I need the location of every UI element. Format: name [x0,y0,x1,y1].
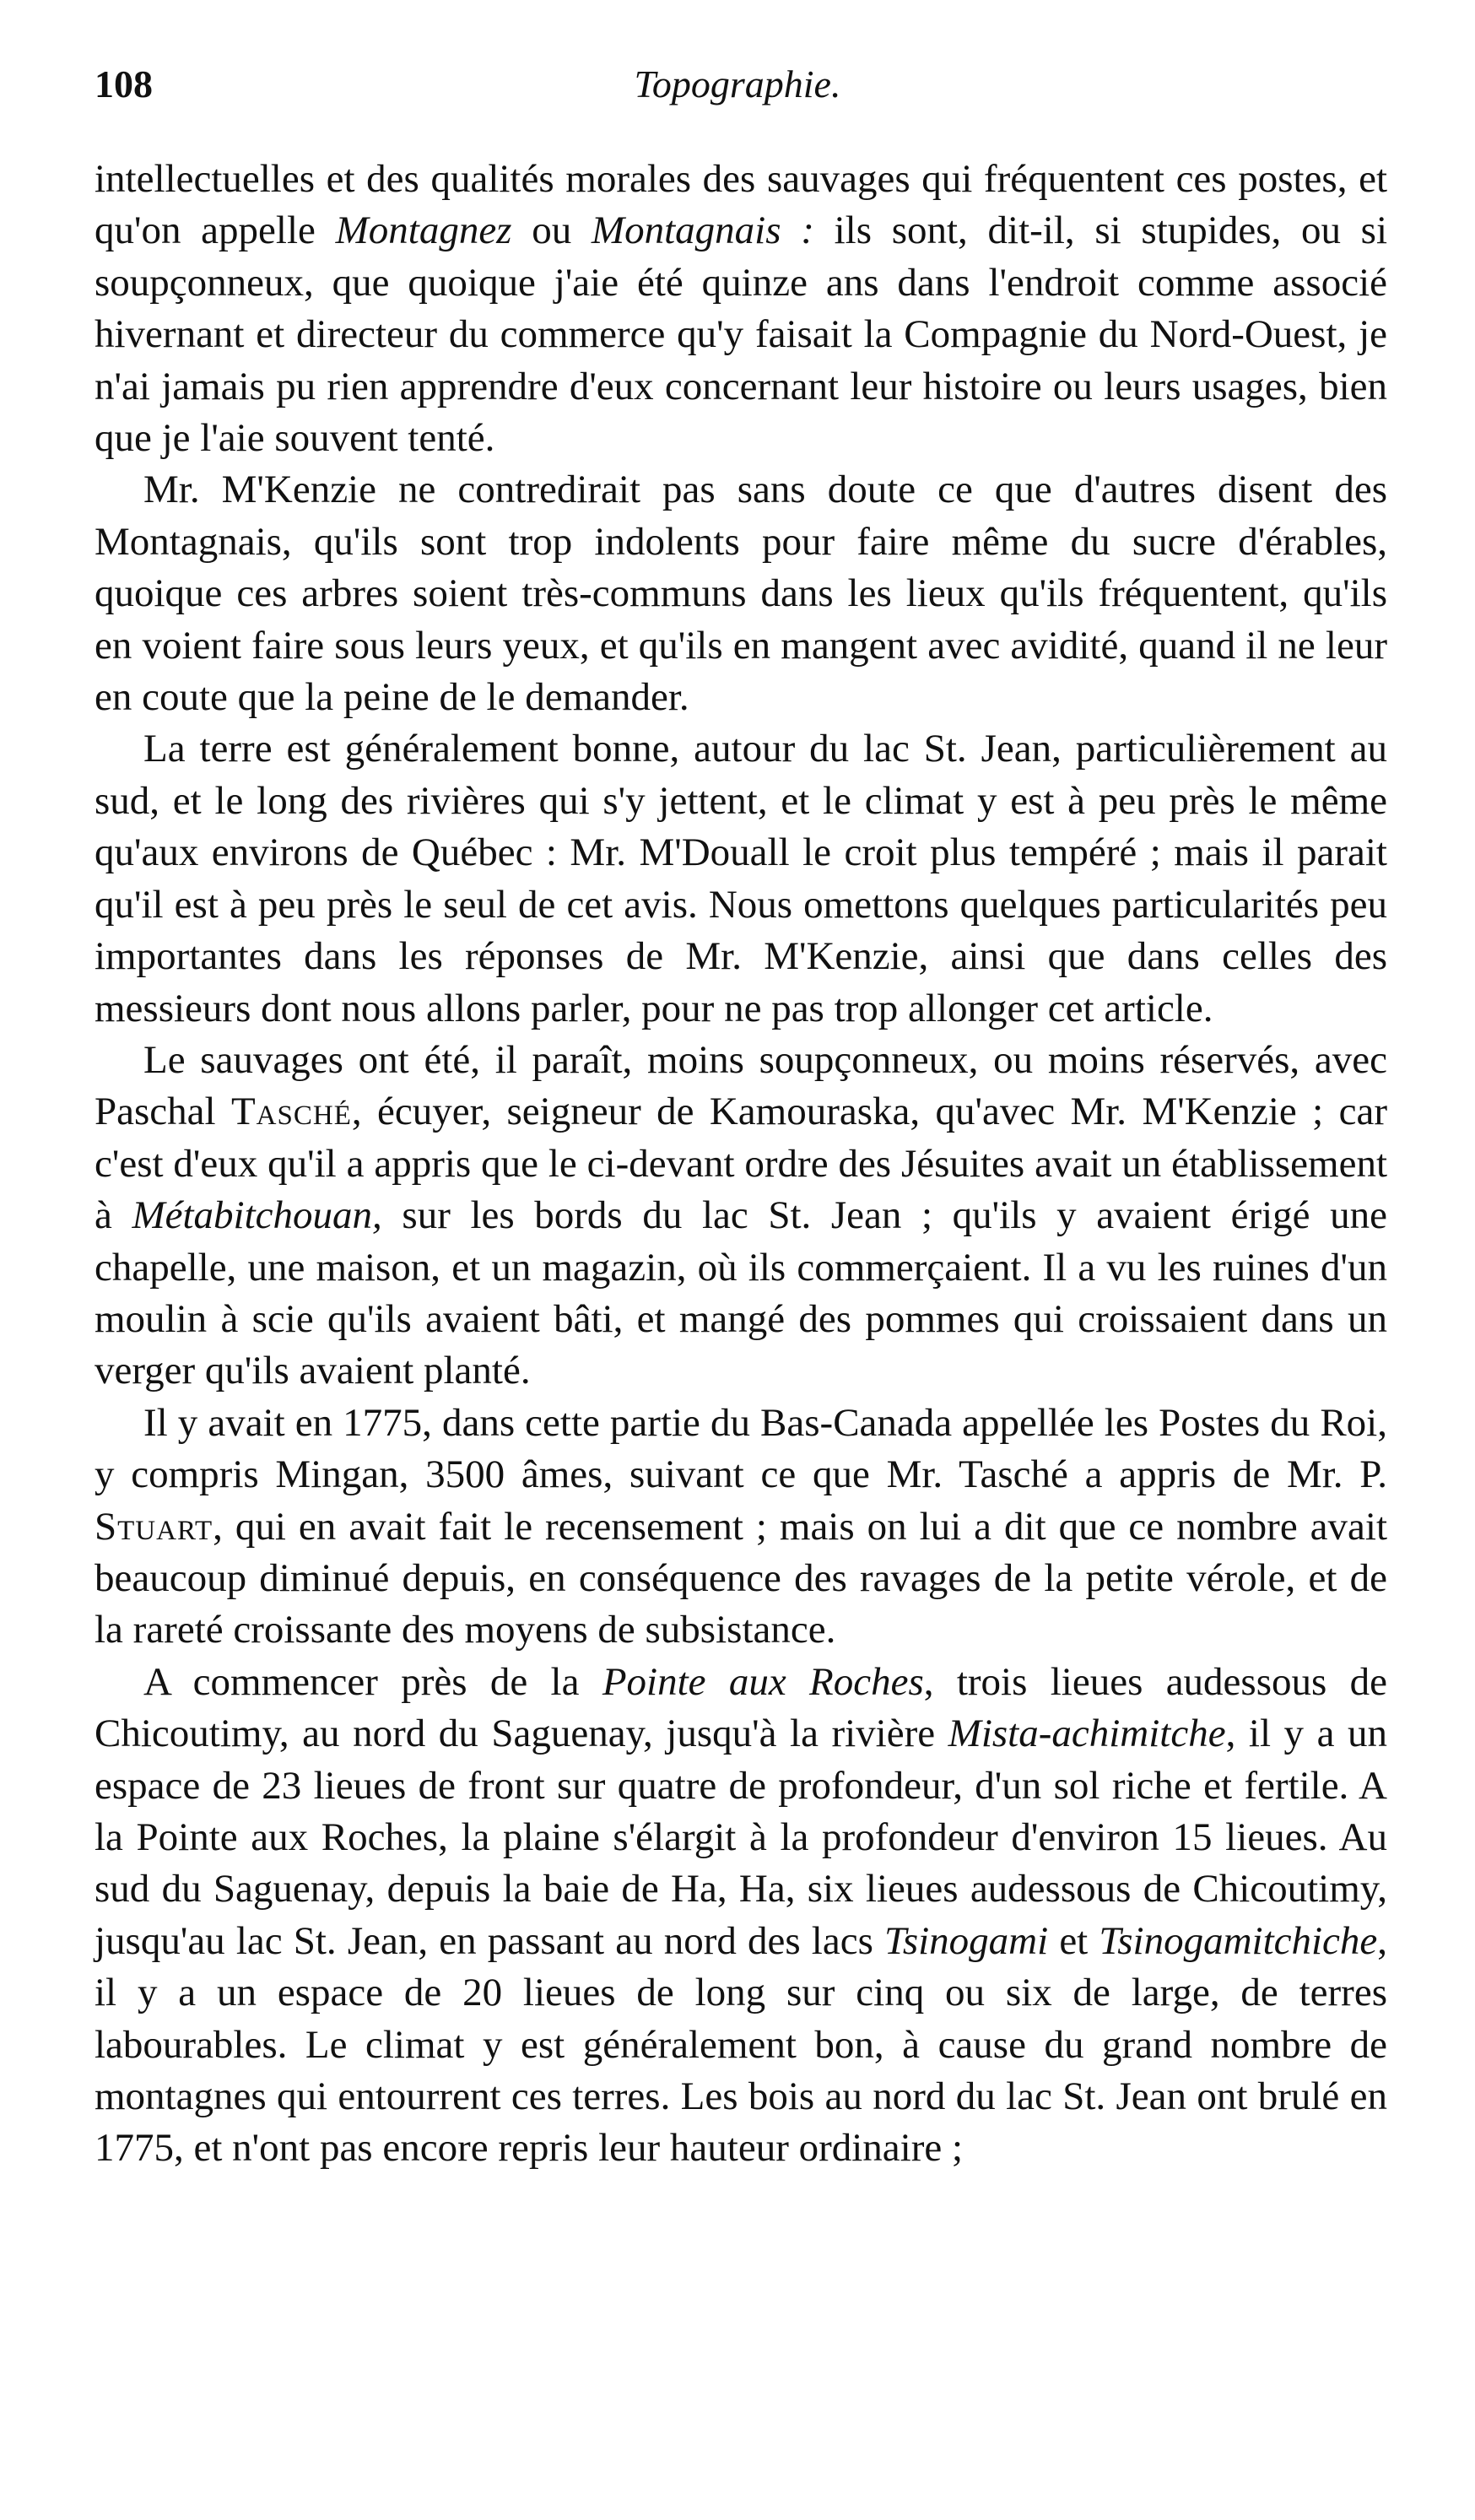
text-segment: , trois lieues audessous de Chicoutimy, au nord du Saguenay, jusqu'à la rivière [95,1659,1387,1756]
text-segment: sur les bords du lac St. Jean ; qu'ils y avaient érigé une chapelle, une maison, et un magazin, où ils commerçaient. Il a vu les ruines d'un moulin à scie qu'ils avaient bâti, et mangé des pommes qui croissaient dans un verger qu'ils avaient planté. [95,1193,1387,1393]
paragraph-5 [95,1398,1387,1657]
italic-term: Pointe aux Roches [602,1659,924,1704]
text-segment: Il y avait en 1775, dans cette partie du Bas-Canada appellée les Postes du Roi, y compris Mingan, 3500 âmes, suivant ce que Mr. Tasché a appris de Mr. P. [95,1400,1387,1497]
italic-term: Métabitchouan, [132,1193,382,1238]
text-segment: ils sont, dit-il, si stupides, ou si soupçonneux, que quoique j'aie été quinze ans dans l'endroit comme associé hivernant et directeur du commerce qu'y faisait la Compagnie du Nord-Ouest, je n'ai jamais pu rien apprendre d'eux concernant leur histoire ou leurs usages, bien que je l'aie souvent tenté. [95,208,1388,461]
text-segment: , qui en avait fait le recensement ; mais on lui a dit que ce nombre avait beaucoup diminué depuis, en conséquence des ravages de la petite vérole, et de la rareté croissante des moyens de subsistance. [95,1504,1387,1652]
text-segment: , il y a un espace de 20 lieues de long sur cinq ou six de large, de terres labourables. Le climat y est généralement bon, à cause du grand nombre de montagnes qui entourrent ces terres. Les bois au nord du lac St. Jean ont brulé en 1775, et n'ont pas encore repris leur hauteur ordinaire ; [95,1918,1388,2171]
text-segment: intellectuelles et des qualités morales des sauvages qui fréquentent ces postes, et qu'on appelle [95,157,1387,253]
italic-term: Montagnais : [591,208,814,253]
text-segment: Le sauvages ont été, il paraît, moins soupçonneux, ou moins réservés, avec Paschal [95,1037,1387,1134]
small-caps-name: Stuart [95,1504,213,1549]
paragraph-1 [95,154,1387,464]
paragraph-4 [95,1035,1387,1398]
text-segment: ou [511,208,592,253]
running-head [95,51,1380,118]
text-segment: et [1048,1918,1099,1963]
paragraph-3: La terre est généralement bonne, autour du lac St. Jean, particulièrement au sud, et le long des rivières qui s'y jettent, et le climat y est à peu près le même qu'aux environs de Québec : Mr. M'Douall le croit plus tempéré ; mais il parait qu'il est à peu près le seul de cet avis. Nous omettons quelques particularités peu importantes dans les réponses de Mr. M'Kenzie, ainsi que dans celles des messieurs dont nous allons parler, pour ne pas trop allonger cet article. [95,727,1387,1030]
body-text [95,154,1387,2175]
italic-term: Mista-achimitche [948,1712,1226,1756]
paragraph-6 [95,1657,1387,2175]
italic-term: Tsinogamitchiche [1099,1918,1378,1963]
small-caps-name: Tasché [230,1090,352,1134]
italic-term: Tsinogami [884,1918,1049,1963]
text-segment: A commencer près de la [143,1659,602,1704]
text-segment: , écuyer, seigneur de Kamouraska, qu'avec Mr. M'Kenzie ; car c'est d'eux qu'il a appris que le ci-devant ordre des Jésuites avait un établissement à [95,1090,1387,1238]
page-number: 108 [95,62,153,105]
text-segment: , il y a un espace de 23 lieues de front sur quatre de profondeur, d'un sol riche et fertile. A la Pointe aux Roches, la plaine s'élargit à la profondeur d'environ 15 lieues. Au sud du Saguenay, depuis la baie de Ha, Ha, six lieues audessous de Chicoutimy, jusqu'au lac St. Jean, en passant au nord des lacs [95,1712,1387,1963]
italic-term: Montagnez [335,208,512,253]
running-title: Topographie. [634,62,841,105]
paragraph-2: Mr. M'Kenzie ne contredirait pas sans doute ce que d'autres disent des Montagnais, qu'ils sont trop indolents pour faire même du sucre d'érables, quoique ces arbres soient très-communs dans les lieux qu'ils fréquentent, qu'ils en voient faire sous leurs yeux, et qu'ils en mangent avec avidité, quand il ne leur en coute que la peine de le demander. [95,468,1387,720]
